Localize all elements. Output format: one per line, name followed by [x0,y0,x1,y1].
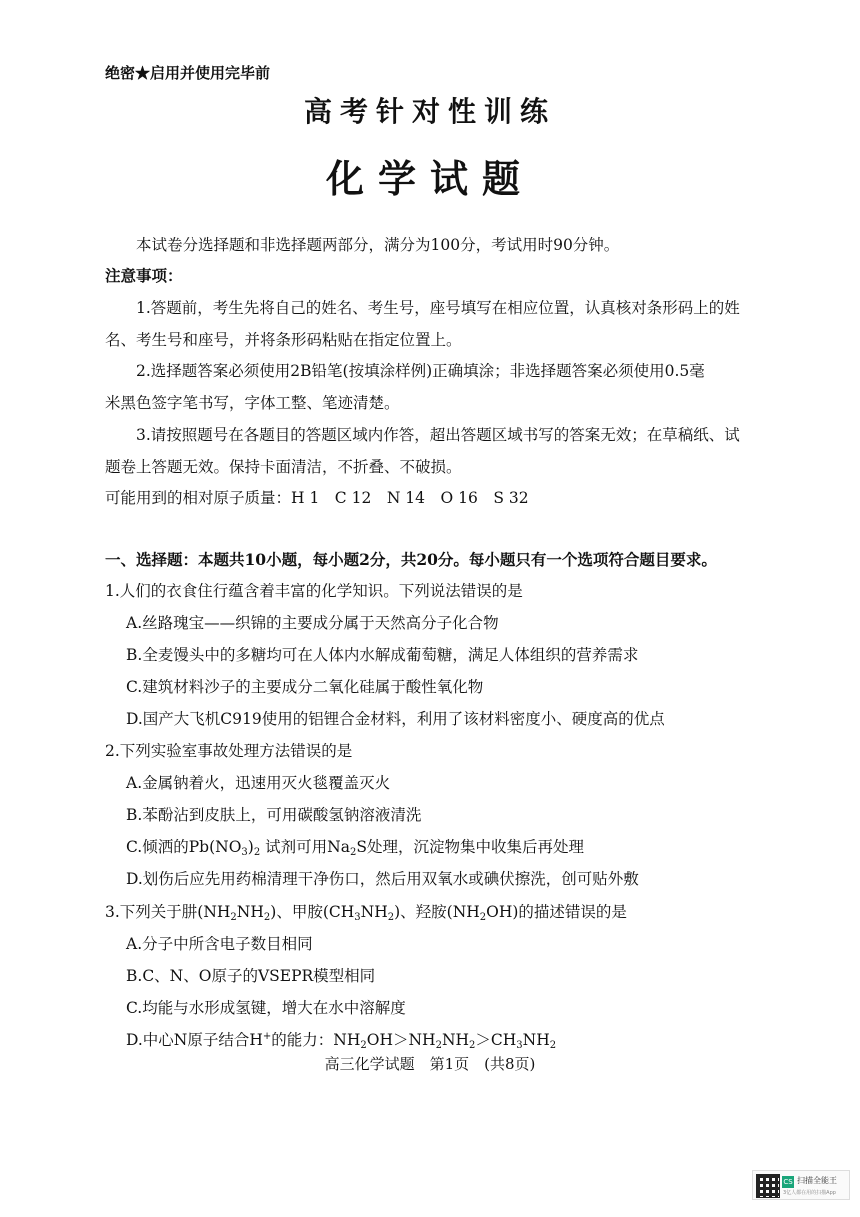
page-footer: 高三化学试题 第1页 (共8页) [324,1055,536,1073]
note-2-line-2: 米黑色签字笔书写，字体工整、笔迹清楚。 [105,394,400,412]
note-3-line-1: 3.请按照题号在各题目的答题区域内作答，超出答题区域书写的答案无效；在草稿纸、试 [136,426,740,444]
scanner-label: 扫描全能王 [797,1176,837,1185]
exam-title: 高考针对性训练 [303,95,556,128]
q1-option-b: B.全麦馒头中的多糖均可在人体内水解成葡萄糖，满足人体组织的营养需求 [126,646,639,664]
q2-stem: 2.下列实验室事故处理方法错误的是 [105,742,353,760]
q2-option-d: D.划伤后应先用药棉清理干净伤口，然后用双氧水或碘伏擦洗，创可贴外敷 [126,870,639,888]
scanner-sub-label: 3亿人都在用的扫描App [783,1190,836,1196]
q1-option-a: A.丝路瑰宝——织锦的主要成分属于天然高分子化合物 [126,614,499,632]
q3-option-b: B.C、N、O原子的VSEPR模型相同 [126,967,376,985]
note-2-line-1: 2.选择题答案必须使用2B铅笔(按填涂样例)正确填涂；非选择题答案必须使用0.5毫 [136,362,705,380]
notes-heading: 注意事项： [105,266,183,285]
q2-option-c: C.倾洒的$Pb(NO_3)_2$ 试剂可用$Na_2S$处理，沉淀物集中收集后再处理 [126,838,584,858]
secrecy-label: 绝密★启用并使用完毕前 [105,64,271,82]
q1-option-c: C.建筑材料沙子的主要成分二氧化硅属于酸性氧化物 [126,678,484,696]
camscanner-logo-icon: CS [783,1178,793,1186]
q1-option-d: D.国产大飞机C919使用的铝锂合金材料，利用了该材料密度小、硬度高的优点 [126,710,665,728]
q3-option-c: C.均能与水形成氢键，增大在水中溶解度 [126,999,406,1017]
intro-text: 本试卷分选择题和非选择题两部分，满分为100分，考试用时90分钟。 [136,236,620,254]
q3-option-a: A.分子中所含电子数目相同 [126,935,313,953]
q1-stem: 1.人们的衣食住行蕴含着丰富的化学知识。下列说法错误的是 [105,582,523,600]
subject-title: 化学试题 [325,156,534,201]
q3-stem: 3.下列关于肼$(NH_2NH_2)$、甲胺$(CH_3NH_2)$、羟胺$(NH_2OH)$的描述错误的是 [105,903,627,923]
note-3-line-2: 题卷上答题无效。保持卡面清洁，不折叠、不破损。 [105,458,462,476]
scanner-watermark [752,1170,850,1200]
section-1-heading: 一、选择题：本题共10小题，每小题2分，共20分。每小题只有一个选项符合题目要求。 [105,550,717,569]
q3-option-d: D.中心N原子结合H+的能力：$NH_2OH>NH_2NH_2>CH_3NH_2$ [126,1031,557,1051]
q2-option-a: A.金属钠着火，迅速用灭火毯覆盖灭火 [126,774,391,792]
note-1-line-1: 1.答题前，考生先将自己的姓名、考生号，座号填写在相应位置，认真核对条形码上的姓 [136,299,740,317]
note-1-line-2: 名、考生号和座号，并将条形码粘贴在指定位置上。 [105,331,462,349]
atomic-mass-line: 可能用到的相对原子质量：H 1 C 12 N 14 O 16 S 32 [105,489,529,507]
q2-option-b: B.苯酚沾到皮肤上，可用碳酸氢钠溶液清洗 [126,806,422,824]
qr-code-icon [756,1174,780,1198]
